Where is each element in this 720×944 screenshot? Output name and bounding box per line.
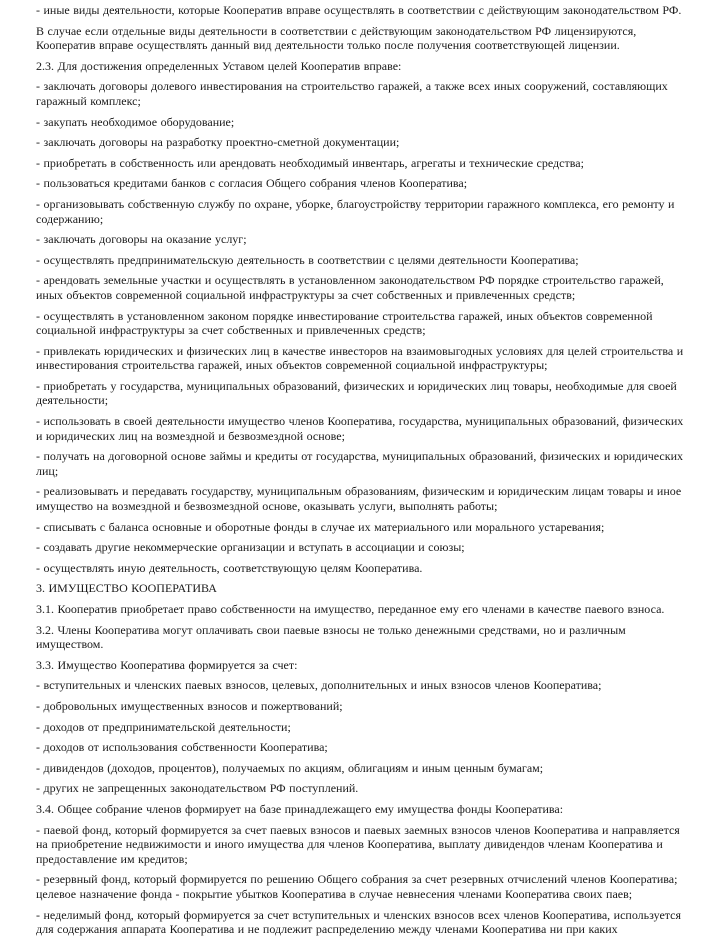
document-paragraph: - неделимый фонд, который формируется за счет вступительных и членских взносов всех членов Кооператива, используется для содержания аппарата Кооператива и не подлежит распределению между членами Кооператива ни при каких xyxy=(36,907,682,937)
document-paragraph: - дивидендов (доходов, процентов), получаемых по акциям, облигациям и иным ценным бумагам; xyxy=(36,760,544,775)
document-paragraph: - использовать в своей деятельности имущество членов Кооператива, государства, муниципальных образований, физических и юридических лиц на возмездной и безвозмездной основе; xyxy=(36,414,684,443)
document-paragraph: 3.1. Кооператив приобретает право собственности на имущество, переданное ему его членами в качестве паевого взноса. xyxy=(36,602,665,616)
document-paragraph: - осуществлять иную деятельность, соответствующую целям Кооператива. xyxy=(36,560,423,575)
document-paragraph: - доходов от использования собственности Кооператива; xyxy=(36,740,328,755)
document-paragraph: В случае если отдельные виды деятельности в соответствии с действующим законодательством РФ лицензируются, Кооператив вправе осуществлять данный вид деятельности только после получения соответствующей лицензии. xyxy=(36,23,637,53)
document-paragraph: 3.3. Имущество Кооператива формируется за счет: xyxy=(36,657,298,672)
document-paragraph: 3.4. Общее собрание членов формирует на базе принадлежащего ему имущества фонды Кооператива: xyxy=(36,801,564,816)
document-paragraph: - создавать другие некоммерческие организации и вступать в ассоциации и союзы; xyxy=(36,540,465,555)
document-paragraph: - паевой фонд, который формируется за счет паевых взносов и паевых заемных взносов членов Кооператива и направляется на приобретение недвижимости и иного имущества для членов Кооператива, выплату дивидендов членам Кооператива и предоставление им кредитов; xyxy=(36,822,680,866)
document-paragraph: - получать на договорной основе займы и кредиты от государства, муниципальных образований, физических и юридических лиц; xyxy=(36,449,683,478)
document-paragraph: - приобретать у государства, муниципальных образований, физических и юридических лиц товары, необходимые для своей деятельности; xyxy=(36,378,677,408)
document-paragraph: - реализовывать и передавать государству, муниципальным образованиям, физическим и юридическим лицам товары и иное имущество на возмездной и безвозмездной основе, оказывать услуги, выполнять работы; xyxy=(36,484,682,514)
document-paragraph: - приобретать в собственность или арендовать необходимый инвентарь, агрегаты и технические средства; xyxy=(36,155,584,170)
document-paragraph: - доходов от предпринимательской деятельности; xyxy=(36,719,291,734)
document-paragraph: - добровольных имущественных взносов и пожертвований; xyxy=(36,698,343,713)
document-paragraph: - резервный фонд, который формируется по решению Общего собрания за счет резервных отчислений членов Кооператива; целевое назначение фонда - покрытие убытков Кооператива в случае невнесения членами Кооператива своих паев; xyxy=(36,872,678,901)
document-paragraph: - заключать договоры на оказание услуг; xyxy=(36,232,247,247)
document-paragraph: - привлекать юридических и физических лиц в качестве инвесторов на взаимовыгодных условиях для целей строительства и инвестирования строительства гаражей, иных объектов современной социальной инфраструктуры; xyxy=(36,343,684,373)
document-paragraph: - организовывать собственную службу по охране, уборке, благоустройству территории гаражного комплекса, его ремонту и содержанию; xyxy=(36,196,675,226)
document-paragraph: 3.2. Члены Кооператива могут оплачивать свои паевые взносы не только денежными средствами, но и различным имуществом. xyxy=(36,622,626,652)
document-paragraph: - закупать необходимое оборудование; xyxy=(36,114,235,129)
document-paragraph: - других не запрещенных законодательством РФ поступлений. xyxy=(36,781,359,796)
section-heading: 3. ИМУЩЕСТВО КООПЕРАТИВА xyxy=(36,581,217,596)
document-paragraph: - осуществлять в установленном законом порядке инвестирование строительства гаражей, иных объектов современной социальной инфраструктуры за счет собственных и привлеченных средств; xyxy=(36,308,653,338)
document-paragraph: - заключать договоры на разработку проектно-сметной документации; xyxy=(36,135,400,150)
document-paragraph: 2.3. Для достижения определенных Уставом целей Кооператив вправе: xyxy=(36,58,402,73)
document-paragraph: - заключать договоры долевого инвестирования на строительство гаражей, а также всех иных сооружений, составляющих гаражный комплекс; xyxy=(36,79,668,108)
document-paragraph: - пользоваться кредитами банков с согласия Общего собрания членов Кооператива; xyxy=(36,176,468,191)
document-paragraph: - арендовать земельные участки и осуществлять в установленном законодательством РФ порядке строительство гаражей, иных объектов современной социальной инфраструктуры за счет собственных и привлеченных средств; xyxy=(36,273,664,302)
document-paragraph: - списывать с баланса основные и оборотные фонды в случае их материального или морального устаревания; xyxy=(36,519,605,534)
document-paragraph: - вступительных и членских паевых взносов, целевых, дополнительных и иных взносов членов Кооператива; xyxy=(36,678,602,693)
document-paragraph: - иные виды деятельности, которые Кооператив вправе осуществлять в соответствии с действующим законодательством РФ. xyxy=(36,3,682,17)
document-paragraph: - осуществлять предпринимательскую деятельность в соответствии с целями деятельности Кооператива; xyxy=(36,252,579,267)
